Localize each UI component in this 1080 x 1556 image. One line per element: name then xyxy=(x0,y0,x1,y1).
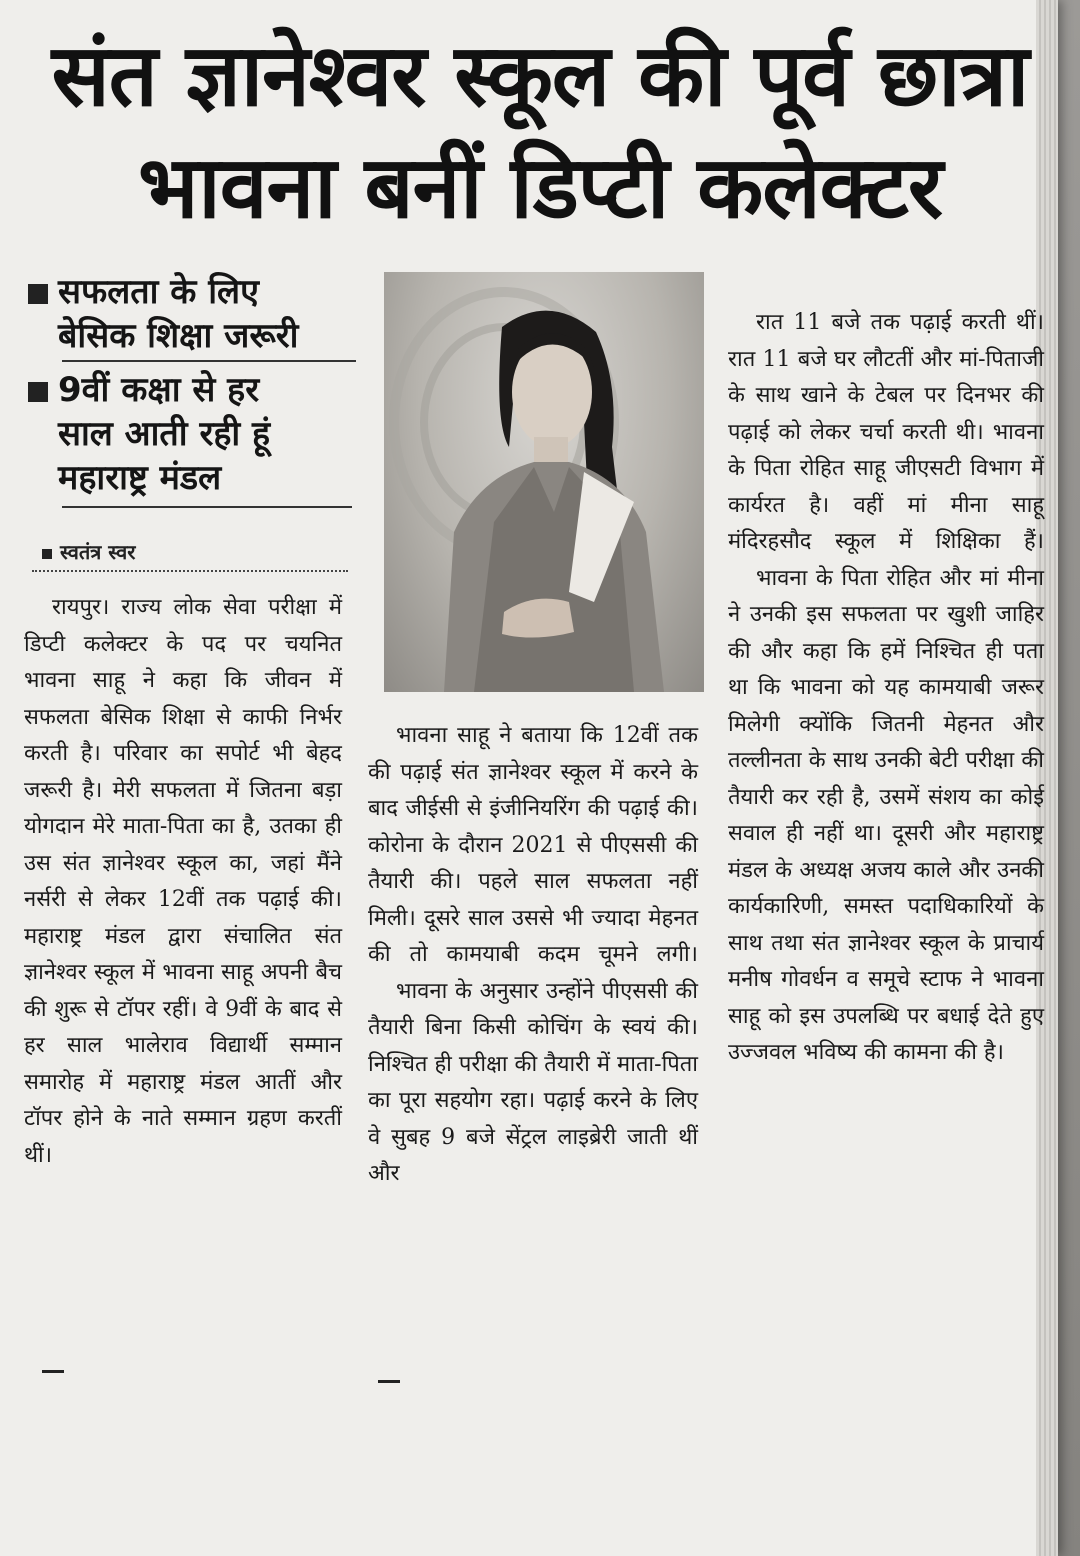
subhead-divider-2 xyxy=(62,506,352,508)
column-end-mark xyxy=(378,1380,400,1383)
column-2-paragraph-1: भावना साहू ने बताया कि 12वीं तक की पढ़ाई संत ज्ञानेश्वर स्कूल में करने के बाद जीईसी से इंजीनियरिंग की पढ़ाई की। कोरोना के दौरान 2021 से पीएससी की तैयारी की। पहले साल सफलता नहीं मिली। दूसरे साल उससे भी ज्यादा मेहनत की तो कामयाबी कदम चूमने लगी। xyxy=(368,723,698,967)
byline-text: स्वतंत्र स्वर xyxy=(60,540,136,564)
subhead-2 xyxy=(58,368,358,500)
subhead-1-line-2: बेसिक शिक्षा जरूरी xyxy=(58,316,299,356)
headline xyxy=(40,20,1040,244)
subhead-1-line-1: सफलता के लिए xyxy=(58,272,259,312)
subhead-2-line-1: 9वीं कक्षा से हर xyxy=(58,370,260,410)
headline-line-2: भावना बनीं डिप्टी कलेक्टर xyxy=(137,138,943,238)
subhead-2-line-3: महाराष्ट्र मंडल xyxy=(58,458,222,498)
subhead-2-line-2: साल आती रही हूं xyxy=(58,414,271,454)
byline xyxy=(42,538,342,565)
column-2-paragraph-2: भावना के अनुसार उन्होंने पीएससी की तैयारी बिना किसी कोचिंग के स्वयं की। निश्चित ही परीक्षा की तैयारी में माता-पिता का पूरा सहयोग रहा। पढ़ाई करने के लिए वे सुबह 9 बजे सेंट्रल लाइब्रेरी जाती थीं और xyxy=(368,978,698,1186)
portrait-photo-icon xyxy=(384,272,704,692)
bullet-square-icon xyxy=(28,284,48,304)
column-end-mark xyxy=(42,1370,64,1373)
article-column-3 xyxy=(728,305,1044,1072)
subhead-divider-1 xyxy=(62,360,356,362)
byline-dotted-rule xyxy=(32,570,348,572)
column-3-paragraph-1: रात 11 बजे तक पढ़ाई करती थीं। रात 11 बजे घर लौटतीं और मां-पिताजी के साथ खाने के टेबल पर दिनभर की पढ़ाई को लेकर चर्चा करती थी। भावना के पिता रोहित साहू जीएसटी विभाग में कार्यरत है। वहीं मां मीना साहू मंदिरहसौद स्कूल में शिक्षिका हैं। xyxy=(728,310,1044,554)
column-1-paragraph-1: रायपुर। राज्य लोक सेवा परीक्षा में डिप्टी कलेक्टर के पद पर चयनित भावना साहू ने कहा कि जीवन में सफलता बेसिक शिक्षा से काफी निर्भर करती है। परिवार का सपोर्ट भी बेहद जरूरी है। मेरी सफलता में जितना बड़ा योगदान मेरे माता-पिता का है, उतका ही उस संत ज्ञानेश्वर स्कूल का, जहां मैंने नर्सरी से लेकर 12वीं तक पढ़ाई की। महाराष्ट्र मंडल द्वारा संचालित संत ज्ञानेश्वर स्कूल में भावना साहू अपनी बैच की शुरू से टॉपर रहीं। वे 9वीं के बाद से हर साल भालेराव विद्यार्थी सम्मान समारोह में महाराष्ट्र मंडल आतीं और टॉपर होने के नाते सम्मान ग्रहण करतीं थीं। xyxy=(24,595,342,1168)
portrait-photo xyxy=(384,272,704,692)
column-3-paragraph-2: भावना के पिता रोहित और मां मीना ने उनकी इस सफलता पर खुशी जाहिर की और कहा कि हमें निश्चित ही पता था कि भावना को यह कामयाबी जरूर मिलेगी क्योंकि जितनी मेहनत और तल्लीनता के साथ उनकी बेटी परीक्षा की तैयारी कर रही है, उसमें संशय का कोई सवाल ही नहीं था। दूसरी और महाराष्ट्र मंडल के अध्यक्ष अजय काले और उनकी कार्यकारिणी, समस्त पदाधिकारियों के साथ तथा संत ज्ञानेश्वर स्कूल के प्राचार्य मनीष गोवर्धन व समूचे स्टाफ ने भावना साहू को इस उपलब्धि पर बधाई देते हुए उज्जवल भविष्य की कामना की है। xyxy=(728,565,1044,1065)
byline-square-icon xyxy=(42,549,52,559)
subhead-1 xyxy=(58,270,358,358)
headline-line-1: संत ज्ञानेश्वर स्कूल की पूर्व छात्रा xyxy=(51,26,1029,126)
article-column-1 xyxy=(24,590,342,1174)
bullet-square-icon xyxy=(28,382,48,402)
article-column-2 xyxy=(368,718,698,1193)
